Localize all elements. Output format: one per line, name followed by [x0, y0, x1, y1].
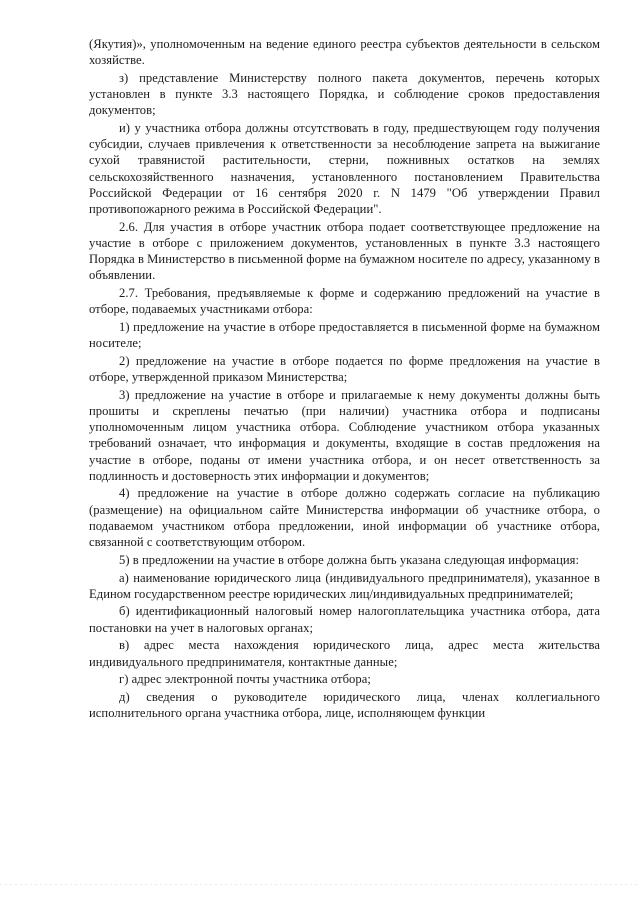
- paragraph-sub-a: а) наименование юридического лица (индивидуального предпринимателя), указанное в Едином государственном реестре юридических лиц/индивидуальных предпринимателей;: [89, 570, 600, 601]
- paragraph-req-2: 2) предложение на участие в отборе подается по форме предложения на участие в отборе, утвержденной приказом Министерства;: [89, 353, 600, 385]
- paragraph-item-i: и) у участника отбора должны отсутствовать в году, предшествующем году получения субсидии, случаев привлечения к ответственности за несоблюдение запрета на выжигание сухой травянистой растительности, стерни, пожнивных остатков на землях сельскохозяйственного назначения, установленного постановлением Правительства Российской Федерации от 16 сентября 2020 г. N 1479 "Об утверждении Правил противопожарного режима в Российской Федерации".: [89, 121, 600, 217]
- scan-edge-divider: [0, 884, 640, 885]
- paragraph-req-4: 4) предложение на участие в отборе должно содержать согласие на публикацию (размещение) на официальном сайте Министерства информации об участнике отбора, о подаваемом участником отбора предложении, иной информации об участнике отбора, связанной с соответствующим отбором.: [89, 486, 600, 550]
- paragraph-req-1: 1) предложение на участие в отборе предоставляется в письменной форме на бумажном носителе;: [89, 319, 600, 351]
- paragraph-2-7: 2.7. Требования, предъявляемые к форме и содержанию предложений на участие в отборе, подаваемых участниками отбора:: [89, 286, 600, 317]
- paragraph-sub-b: б) идентификационный налоговый номер налогоплательщика участника отбора, дата постановки на учет в налоговых органах;: [89, 604, 600, 635]
- paragraph-2-6: 2.6. Для участия в отборе участник отбора подает соответствующее предложение на участие в отборе с приложением документов, установленных в пункте 3.3 настоящего Порядка в Министерство в письменной форме на бумажном носителе по адресу, указанному в объявлении.: [89, 219, 600, 283]
- paragraph-continuation: (Якутия)», уполномоченным на ведение единого реестра субъектов деятельности в сельском хозяйстве.: [89, 37, 600, 68]
- paragraph-sub-v: в) адрес места нахождения юридического лица, адрес места жительства индивидуального предпринимателя, контактные данные;: [89, 638, 600, 669]
- paragraph-req-5: 5) в предложении на участие в отборе должна быть указана следующая информация:: [119, 552, 580, 567]
- paragraph-item-z: з) представление Министерству полного пакета документов, перечень которых установлен в пункте 3.3 настоящего Порядка, и соблюдение сроков предоставления документов;: [89, 70, 600, 118]
- paragraph-sub-d: д) сведения о руководителе юридического лица, членах коллегиального исполнительного органа участника отбора, лице, исполняющем функции: [89, 689, 600, 721]
- paragraph-req-3: 3) предложение на участие в отборе и прилагаемые к нему документы должны быть прошиты и скреплены печатью (при наличии) участника отбора и подписаны уполномоченным лицом участника отбора. Соблюдение участником отбора указанных требований означает, что информация и документы, входящие в состав предложения на участие в отборе, поданы от имени участника отбора, и он несет ответственность за подлинность и достоверность этих информации и документов;: [89, 387, 600, 483]
- paragraph-sub-g: г) адрес электронной почты участника отбора;: [119, 672, 371, 687]
